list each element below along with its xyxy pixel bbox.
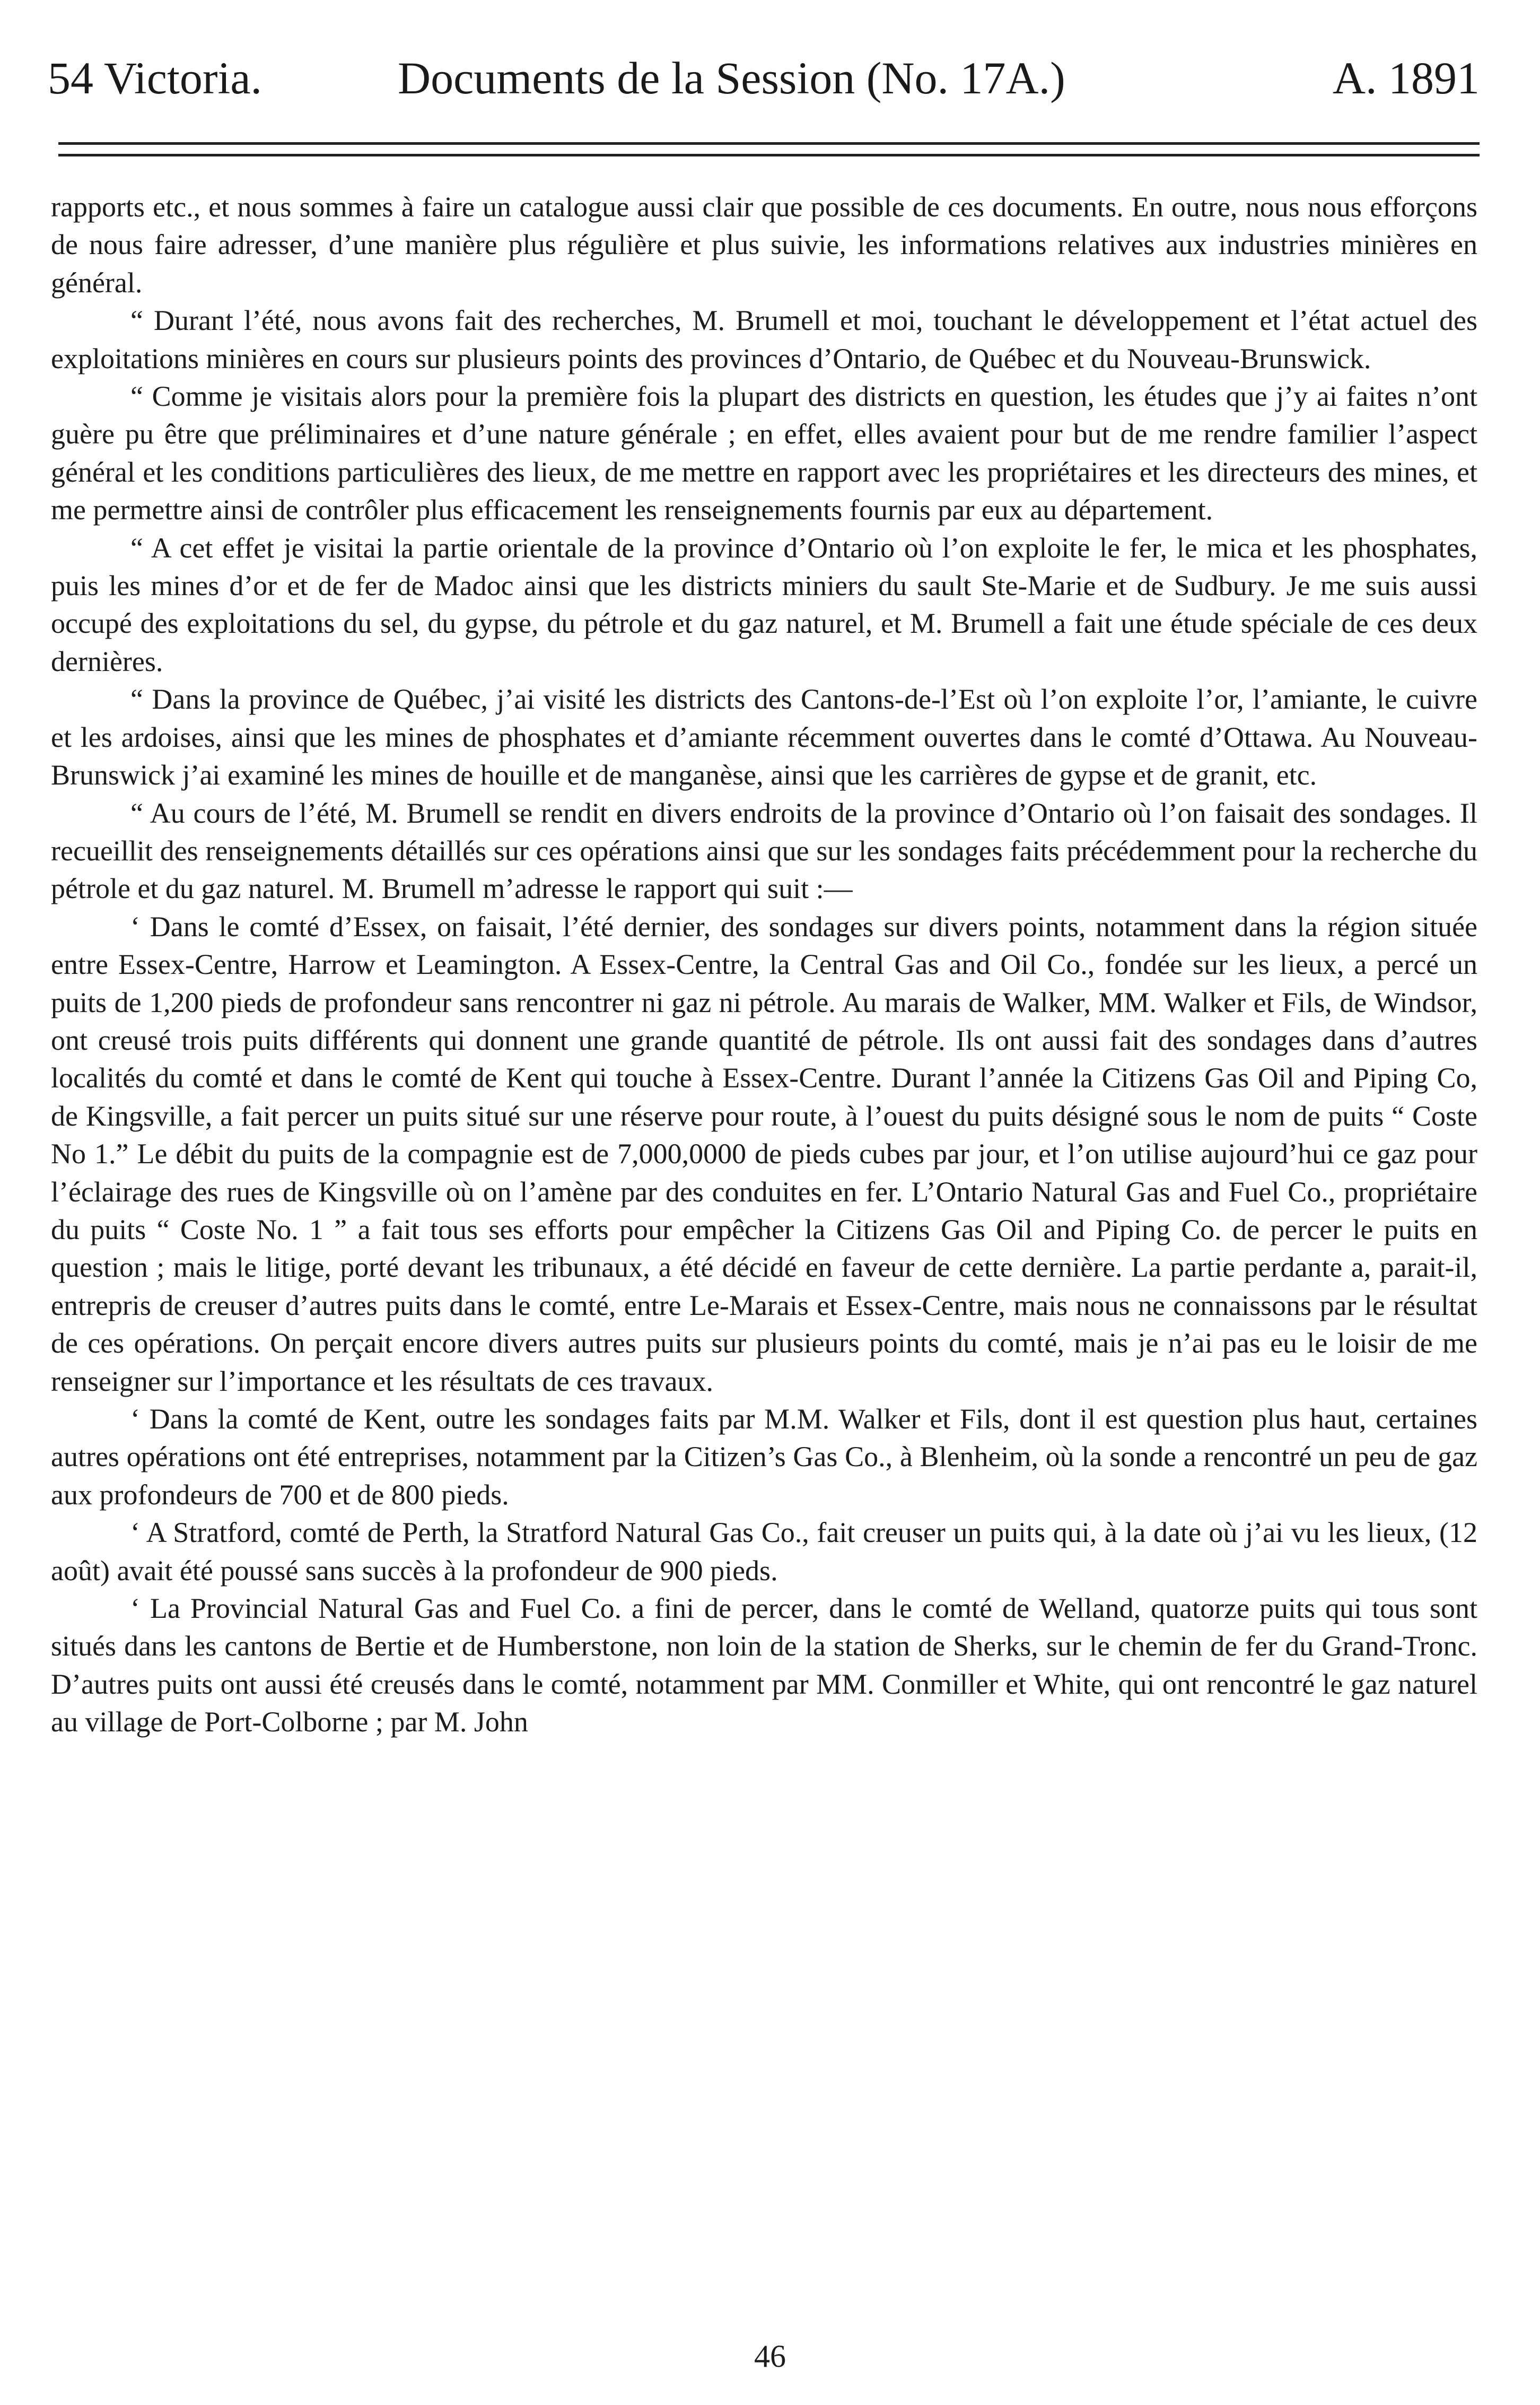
header-year: A. 1891 [1332, 53, 1480, 103]
body-text [51, 188, 1477, 1741]
paragraph-stratford: ‘ A Stratford, comté de Perth, la Stratford Natural Gas Co., fait creuser un puits qui, à la date où j’ai vu les lieux, (12 août) avait été poussé sans succès à la profondeur de 900 pieds. [51, 1517, 1477, 1587]
paragraph-brumell-sondages: “ Au cours de l’été, M. Brumell se rendit en divers endroits de la province d’Ontario où l’on faisait des sondages. Il recueillit des renseignements détaillés sur ces opérations ainsi que sur les sondages faits précédemment pour la recherche du pétrole et du gaz naturel. M. Brumell m’adresse le rapport qui suit :— [51, 797, 1477, 905]
header-volume: 54 Victoria. [48, 53, 262, 103]
header-rule-top [58, 142, 1480, 145]
paragraph-first-visit: “ Comme je visitais alors pour la première fois la plupart des districts en question, les études que j’y ai faites n’ont guère pu être que préliminaires et d’une nature générale ; en effet, elles avaient pour but de me rendre familier l’aspect général et les conditions particulières des lieux, de me mettre en rapport avec les propriétaires et les directeurs des mines, et me permettre ainsi de contrôler plus efficacement les renseignements fournis par eux au département. [51, 380, 1477, 526]
paragraph-quebec-visit: “ Dans la province de Québec, j’ai visité les districts des Cantons-de-l’Est où l’on exploite l’or, l’amiante, le cuivre et les ardoises, ainsi que les mines de phosphates et d’amiante récemment ouvertes dans le comté d’Ottawa. Au Nouveau-Brunswick j’ai examiné les mines de houille et de manganèse, ainsi que les carrières de gypse et de granit, etc. [51, 683, 1477, 791]
paragraph-welland: ‘ La Provincial Natural Gas and Fuel Co. a fini de percer, dans le comté de Welland, quatorze puits qui tous sont situés dans les cantons de Bertie et de Humberstone, non loin de la station de Sherks, sur le chemin de fer du Grand-Tronc. D’autres puits ont aussi été creusés dans le comté, notamment par MM. Conmiller et White, qui ont rencontré le gaz naturel au village de Port-Colborne ; par M. John [51, 1592, 1477, 1738]
header-rule-bottom [58, 154, 1480, 156]
paragraph-ontario-visit: “ A cet effet je visitai la partie orientale de la province d’Ontario où l’on exploite le fer, le mica et les phosphates, puis les mines d’or et de fer de Madoc ainsi que les districts miniers du sault Ste-Marie et de Sudbury. Je me suis aussi occupé des exploitations du sel, du gypse, du pétrole et du gaz naturel, et M. Brumell a fait une étude spéciale de ces deux dernières. [51, 531, 1477, 677]
paragraph-essex: ‘ Dans le comté d’Essex, on faisait, l’été dernier, des sondages sur divers points, notamment dans la région située entre Essex-Centre, Harrow et Leamington. A Essex-Centre, la Central Gas and Oil Co., fondée sur les lieux, a percé un puits de 1,200 pieds de profondeur sans rencontrer ni gaz ni pétrole. Au marais de Walker, MM. Walker et Fils, de Windsor, ont creusé trois puits différents qui donnent une grande quantité de pétrole. Ils ont aussi fait des sondages dans d’autres localités du comté et dans le comté de Kent qui touche à Essex-Centre. Durant l’année la Citizens Gas Oil and Piping Co, de Kingsville, a fait percer un puits situé sur une réserve pour route, à l’ouest du puits désigné sous le nom de puits “ Coste No 1.” Le débit du puits de la compagnie est de 7,000,0000 de pieds cubes par jour, et l’on utilise aujourd’hui ce gaz pour l’éclairage des rues de Kingsville où on l’amène par des conduites en fer. L’Ontario Natural Gas and Fuel Co., propriétaire du puits “ Coste No. 1 ” a fait tous ses efforts pour empêcher la Citizens Gas Oil and Piping Co. de percer le puits en question ; mais le litige, porté devant les tribunaux, a été décidé en faveur de cette dernière. La partie perdante a, parait-il, entrepris de creuser d’autres puits dans le comté, entre Le-Marais et Essex-Centre, mais nous ne connaissons par le résultat de ces opérations. On perçait encore divers autres puits sur plusieurs points du comté, mais je n’ai pas eu le loisir de me renseigner sur l’importance et les résultats de ces travaux. [51, 910, 1477, 1397]
page-number: 46 [754, 2339, 786, 2374]
running-header [48, 49, 1480, 107]
paragraph-continued: rapports etc., et nous sommes à faire un catalogue aussi clair que possible de ces documents. En outre, nous nous efforçons de nous faire adresser, d’une manière plus régulière et plus suivie, les informations relatives aux industries minières en général. [51, 191, 1477, 299]
header-title: Documents de la Session (No. 17A.) [398, 53, 1065, 103]
paragraph-summer-research: “ Durant l’été, nous avons fait des recherches, M. Brumell et moi, touchant le développement et l’état actuel des exploitations minières en cours sur plusieurs points des provinces d’Ontario, de Québec et du Nouveau-Brunswick. [51, 304, 1477, 374]
paragraph-kent: ‘ Dans la comté de Kent, outre les sondages faits par M.M. Walker et Fils, dont il est question plus haut, certaines autres opérations ont été entreprises, notamment par la Citizen’s Gas Co., à Blenheim, où la sonde a rencontré un peu de gaz aux profondeurs de 700 et de 800 pieds. [51, 1403, 1477, 1511]
